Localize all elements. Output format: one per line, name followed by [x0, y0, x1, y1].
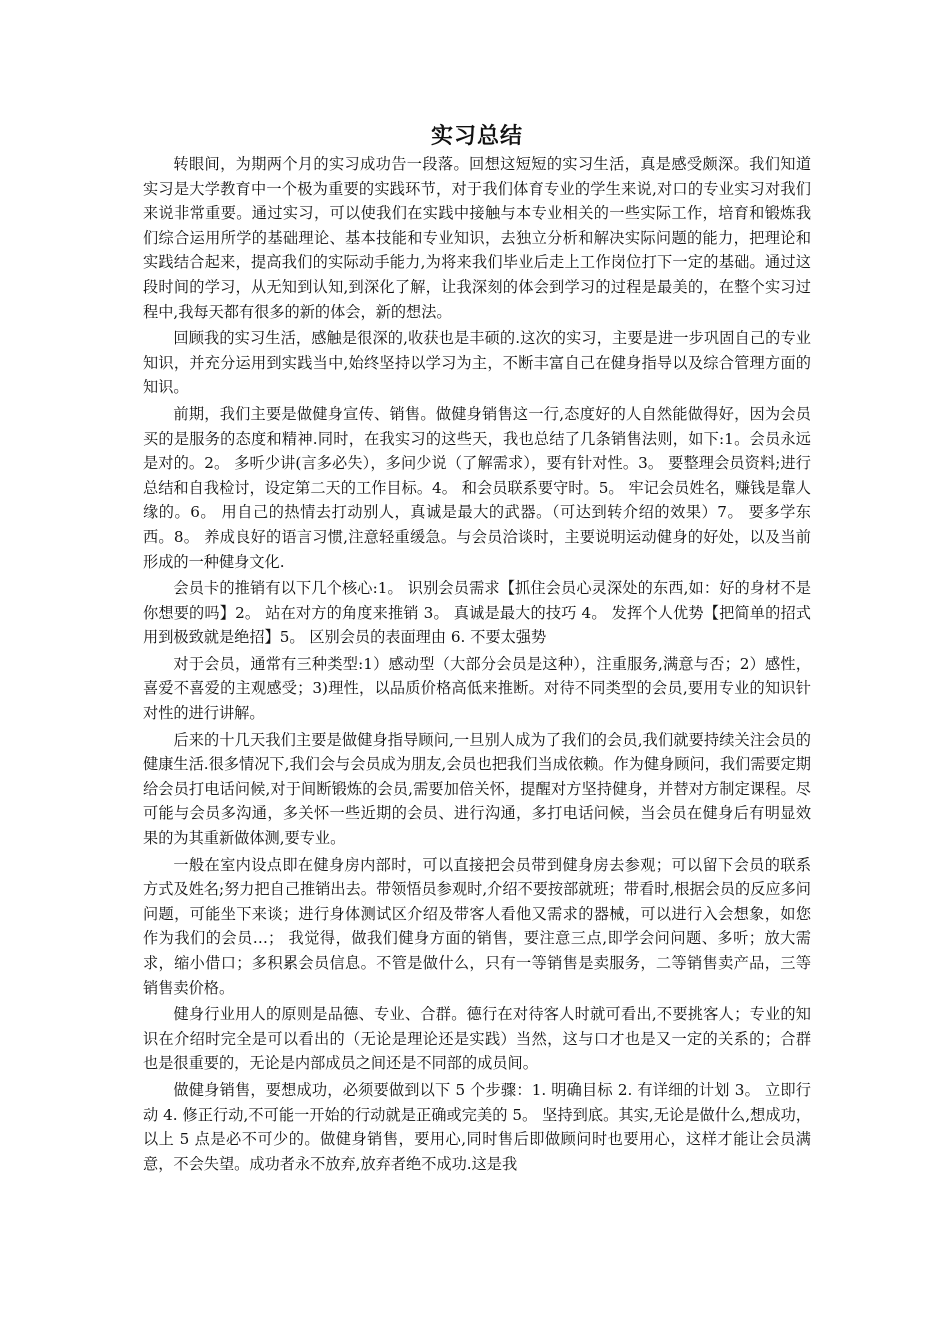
paragraph-fitness-advisor: 后来的十几天我们主要是做健身指导顾问,一旦别人成为了我们的会员,我们就要持续关注会员的健康生活.很多情况下,我们会与会员成为朋友,会员也把我们当成依赖。作为健身顾问，我们需要定期给会员打电话问候,对于间断锻炼的会员,需要加倍关怀，提醒对方坚持健身，并替对方制定课程。尽可能与会员多沟通，多关怀一些近期的会员、进行沟通，多打电话问候，当会员在健身后有明显效果的为其重新做体测,要专业。 [143, 730, 811, 848]
paragraph-indoor-sales: 一般在室内设点即在健身房内部时，可以直接把会员带到健身房去参观；可以留下会员的联系方式及姓名;努力把自己推销出去。带领悟员参观时,介绍不要按部就班；带看时,根据会员的反应多问问题，可能坐下来谈；进行身体测试区介绍及带客人看他又需求的器械，可以进行入会想象，如您作为我们的会员…； 我觉得，做我们健身方面的销售，要注意三点,即学会问问题、多听；放大需求，缩小借口；多积累会员信息。不管是做什么，只有一等销售是卖服务，二等销售卖产品，三等销售卖价格。 [143, 855, 811, 997]
paragraph-hiring-principles: 健身行业用人的原则是品德、专业、合群。德行在对待客人时就可看出,不要挑客人；专业的知识在介绍时完全是可以看出的（无论是理论还是实践）当然，这与口才也是又一定的关系的；合群也是很重要的，无论是内部成员之间还是不同部的成员间。 [143, 1005, 811, 1073]
document-page [143, 122, 811, 1176]
paragraph-member-types: 对于会员，通常有三种类型:1）感动型（大部分会员是这种），注重服务,满意与否；2）感性，喜爱不喜爱的主观感受；3)理性，以品质价格高低来推断。对待不同类型的会员,要用专业的知识针对性的进行讲解。 [143, 654, 811, 723]
paragraph-review: 回顾我的实习生活，感触是很深的,收获也是丰硕的.这次的实习，主要是进一步巩固自己的专业知识，并充分运用到实践当中,始终坚持以学习为主，不断丰富自己在健身指导以及综合管理方面的知识。 [143, 329, 811, 397]
document-title: 实习总结 [430, 124, 523, 149]
paragraph-membership-card: 会员卡的推销有以下几个核心:1。 识别会员需求【抓住会员心灵深处的东西,如：好的身材不是你想要的吗】2。 站在对方的角度来推销 3。 真诚是最大的技巧 4。 发挥个人优势【把简单的招式用到极致就是绝招】5。 区别会员的表面理由 6. 不要太强势 [143, 579, 811, 647]
paragraph-intro: 转眼间，为期两个月的实习成功告一段落。回想这短短的实习生活，真是感受颇深。我们知道实习是大学教育中一个极为重要的实践环节，对于我们体育专业的学生来说,对口的专业实习对我们来说非常重要。通过实习，可以使我们在实践中接触与本专业相关的一些实际工作，培育和锻炼我们综合运用所学的基础理论、基本技能和专业知识，去独立分析和解决实际问题的能力，把理论和实践结合起来，提高我们的实际动手能力,为将来我们毕业后走上工作岗位打下一定的基础。通过这段时间的学习，从无知到认知,到深化了解，让我深刻的体会到学习的过程是最美的，在整个实习过程中,我每天都有很多的新的体会，新的想法。 [143, 155, 811, 321]
paragraph-sales-rules: 前期，我们主要是做健身宣传、销售。做健身销售这一行,态度好的人自然能做得好，因为会员买的是服务的态度和精神.同时，在我实习的这些天，我也总结了几条销售法则，如下:1。会员永远是对的。2。 多听少讲(言多必失），多问少说（了解需求），要有针对性。3。 要整理会员资料;进行总结和自我检讨，设定第二天的工作目标。4。 和会员联系要守时。5。 牢记会员姓名，赚钱是靠人缘的。6。 用自己的热情去打动别人，真诚是最大的武器。（可达到转介绍的效果）7。 要多学东西。8。 养成良好的语言习惯,注意轻重缓急。与会员洽谈时，主要说明运动健身的好处，以及当前形成的一种健身文化. [143, 404, 811, 571]
paragraph-success-steps: 做健身销售，要想成功，必须要做到以下 5 个步骤：1. 明确目标 2. 有详细的计划 3。 立即行动 4. 修正行动,不可能一开始的行动就是正确或完美的 5。 坚持到底。其实,无论是做什么,想成功，以上 5 点是必不可少的。做健身销售，要用心,同时售后即做顾问时也要用心，这样才能让会员满意，不会失望。成功者永不放弃,放弃者绝不成功.这是我 [143, 1080, 811, 1173]
